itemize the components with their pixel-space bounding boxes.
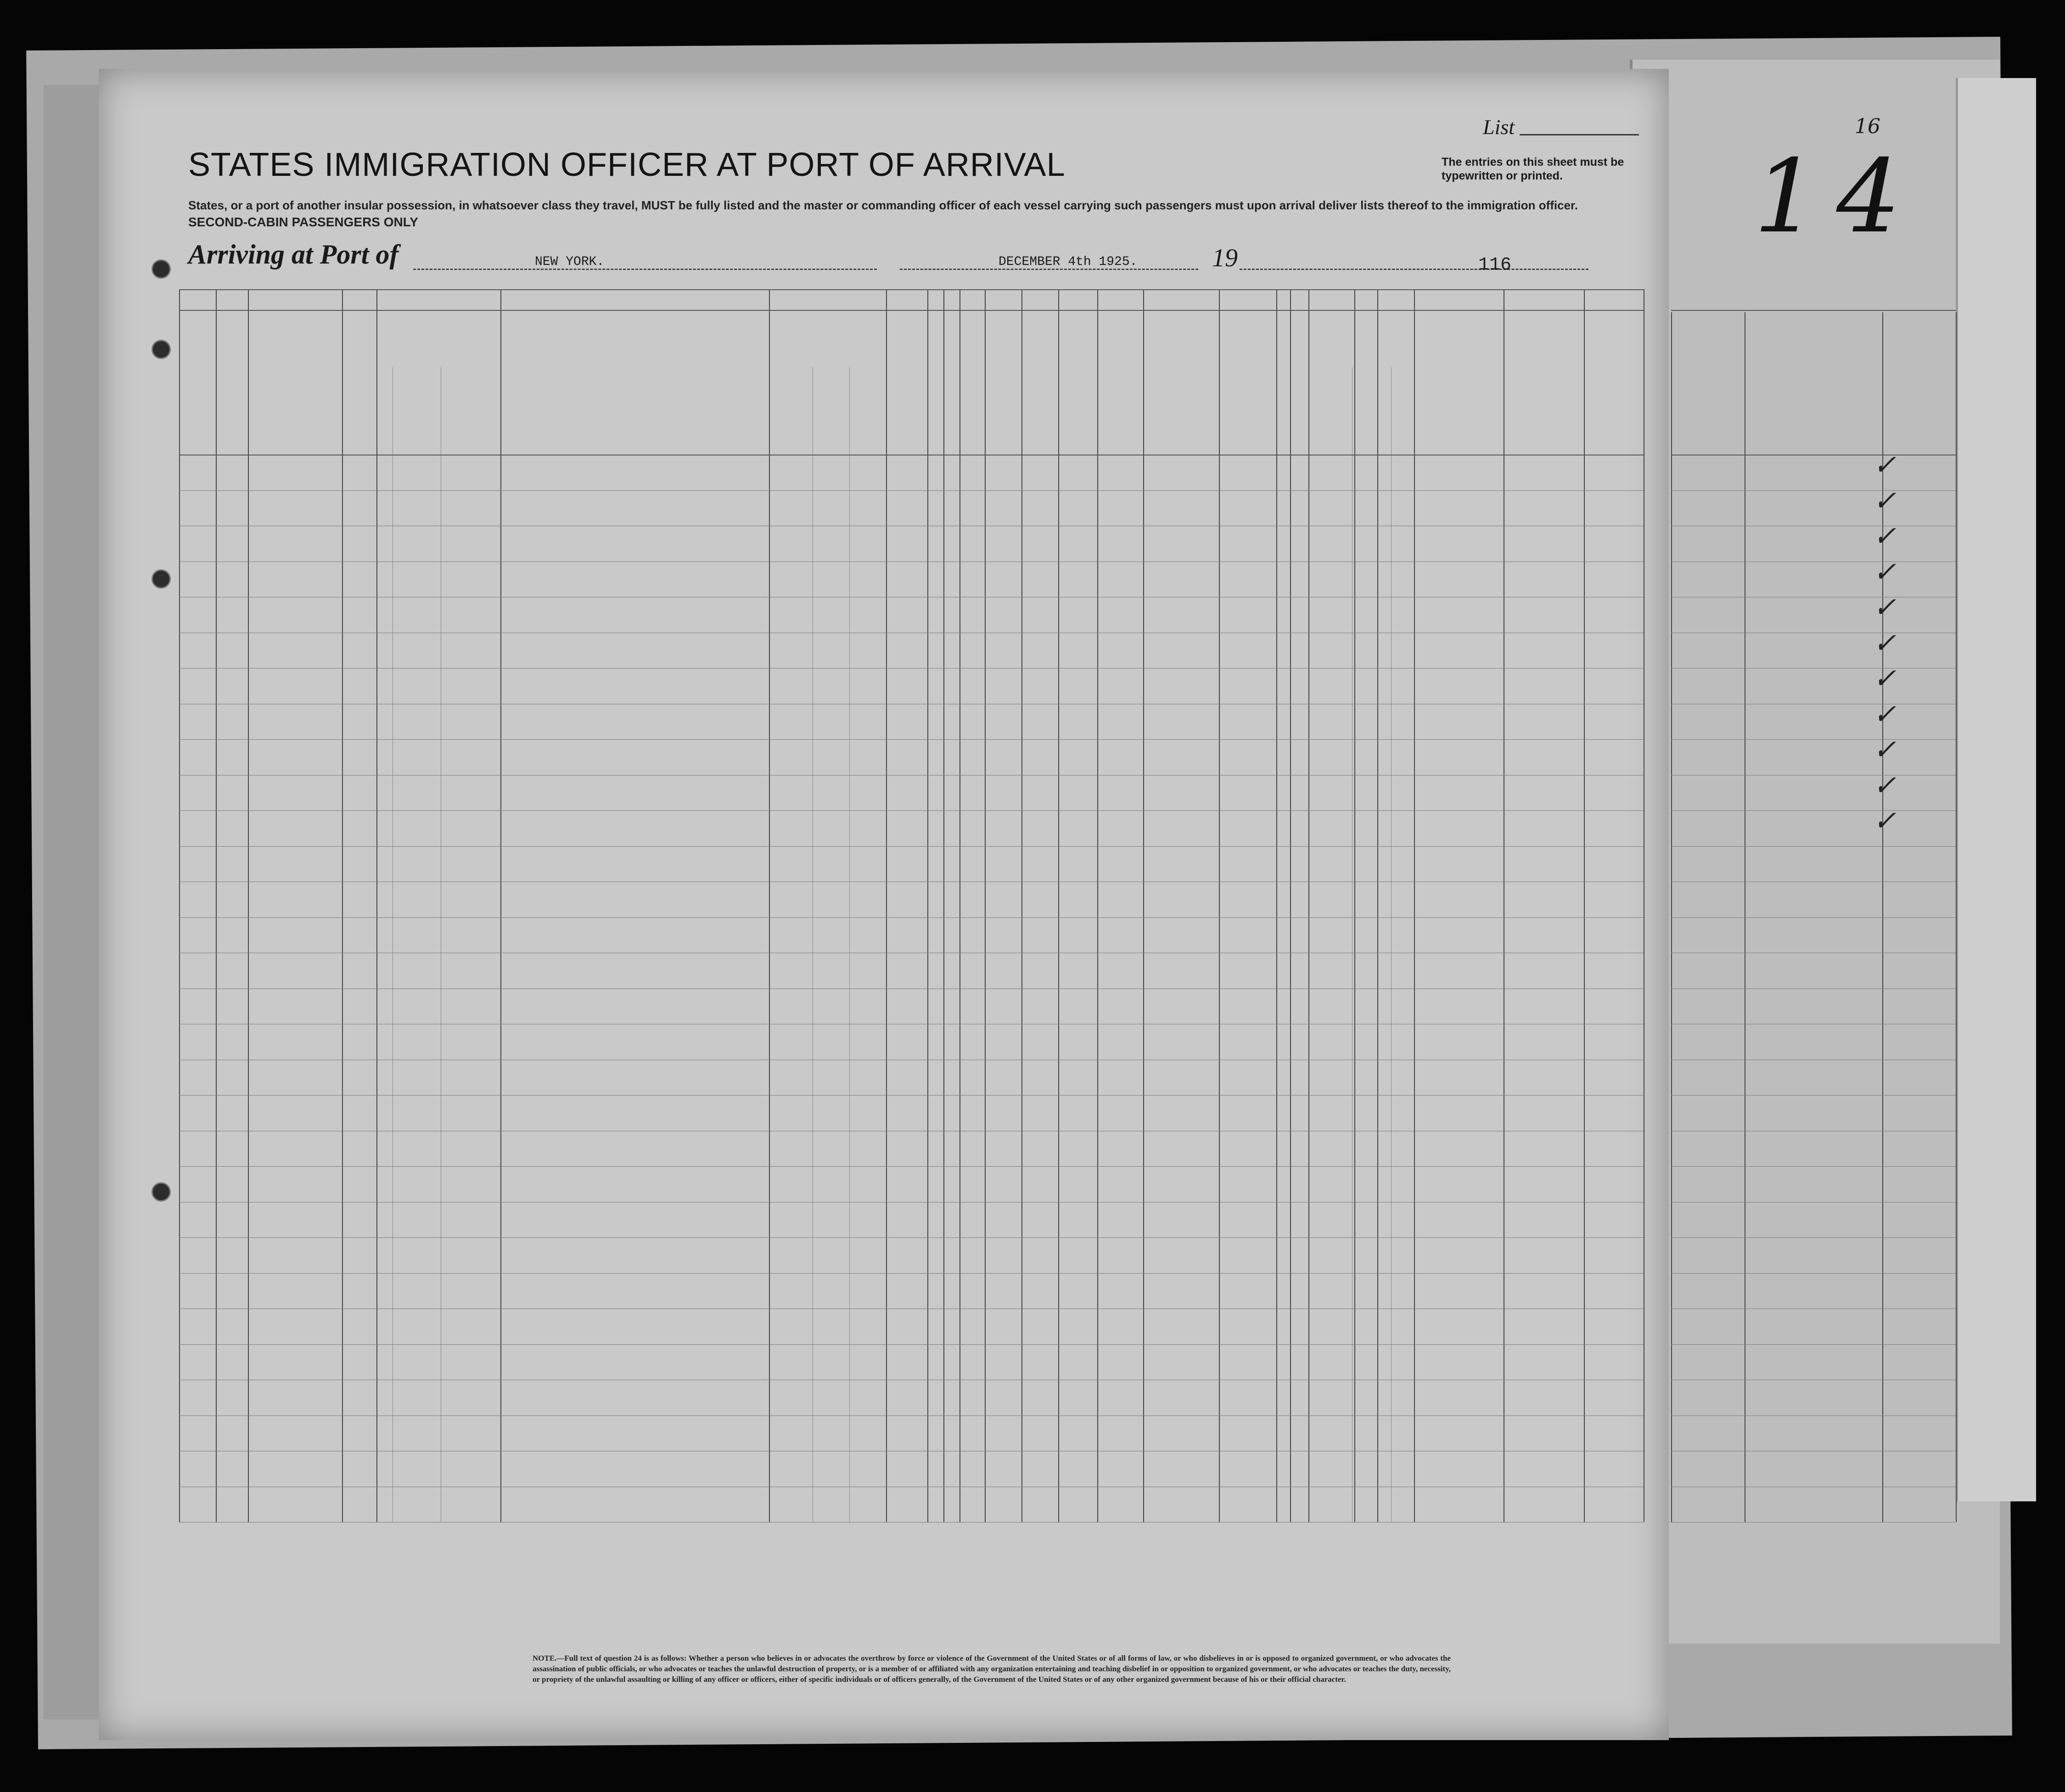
- table-row-rule: [179, 1166, 1644, 1167]
- visa-check-mark: ✓: [1873, 449, 1897, 482]
- arriving-label: Arriving at Port of: [188, 239, 399, 270]
- footnote: NOTE.—Full text of question 24 is as follows: Whether a person who believes in or advocates the overthrow by force or violence of the Government of the United States or of all forms of law, or who disbelieves in or is opposed to organized government, or who advocates the assassination of public officials, or who advocates or teaches the unlawful destruction of property, or is a member of or affiliated with any organization entertaining and teaching disbelief in or opposition to organized government, or who advocates or teaches the duty, necessity, or propriety of the unlawful assaulting or killing of any officer or officers, either of specific individuals or of officers generally, of the Government of the United States or of any other organized government because of his or their official character.: [533, 1654, 1451, 1684]
- number-rule: [1240, 269, 1588, 270]
- date-value: DECEMBER 4th 1925.: [999, 255, 1138, 269]
- table-column-rule: [248, 289, 249, 1522]
- table-column-rule: [376, 289, 377, 1522]
- visa-check-mark: ✓: [1873, 805, 1897, 837]
- table-column-rule: [1308, 289, 1309, 1522]
- punch-hole: [152, 569, 171, 589]
- table-top-rule: [179, 289, 1644, 290]
- back-sheet-far-right: [1956, 78, 2036, 1501]
- visa-check-mark: ✓: [1873, 556, 1897, 588]
- visa-check-mark: ✓: [1873, 484, 1897, 517]
- table-row-rule: [179, 846, 1644, 847]
- colnum-rule: [179, 310, 1644, 311]
- table-column-rule: [1414, 289, 1415, 1522]
- table-row-rule: [179, 810, 1644, 811]
- punch-hole: [152, 340, 171, 359]
- table-column-rule: [1377, 289, 1378, 1522]
- visa-row-rule: [1671, 917, 1956, 918]
- table-column-rule: [1290, 289, 1291, 1522]
- table-column-rule: [1276, 289, 1277, 1522]
- handwritten-small-number: 16: [1855, 115, 1880, 138]
- visa-row-rule: [1671, 1237, 1956, 1238]
- table-row-rule: [179, 739, 1644, 740]
- table-row-rule: [179, 1344, 1644, 1345]
- table-column-rule: [927, 289, 928, 1522]
- table-column-rule: [500, 289, 501, 1522]
- table-column-rule: [985, 289, 986, 1522]
- visa-check-mark: ✓: [1873, 698, 1897, 730]
- visa-check-mark: ✓: [1873, 734, 1897, 766]
- visa-row-rule: [1671, 1166, 1956, 1167]
- handwritten-sheet-number: 14: [1754, 138, 1919, 255]
- table-subcolumn-rule: [849, 367, 850, 1522]
- table-column-rule: [1143, 289, 1144, 1522]
- back-sheet-right: [1630, 60, 2000, 1644]
- manifest-sheet: [99, 69, 1669, 1740]
- table-column-rule: [1219, 289, 1220, 1522]
- table-column-rule: [886, 289, 887, 1522]
- punch-hole: [152, 1182, 171, 1202]
- visa-row-rule: [1671, 1273, 1956, 1274]
- table-column-rule: [769, 289, 770, 1522]
- table-column-rule: [943, 289, 944, 1522]
- list-label: List: [1483, 115, 1515, 139]
- visa-row-rule: [1671, 739, 1956, 740]
- page-number: 116: [1478, 255, 1512, 275]
- form-instruction: States, or a port of another insular possession, in whatsoever class they travel, MUST be fully listed and the master or commanding officer of each vessel carrying such passengers must upon arrival deliver lists thereof to the immigration officer.: [188, 198, 1578, 212]
- table-row-rule: [179, 490, 1644, 491]
- visa-check-mark: ✓: [1873, 769, 1897, 802]
- table-column-rule: [216, 289, 217, 1522]
- visa-row-rule: [1671, 1344, 1956, 1345]
- punch-hole: [152, 259, 171, 279]
- table-column-rule: [342, 289, 343, 1522]
- visa-column-rule: [1956, 312, 1957, 1522]
- visa-row-rule: [1671, 490, 1956, 491]
- entries-note: The entries on this sheet must be typewritten or printed.: [1442, 156, 1624, 182]
- table-column-rule: [1097, 289, 1098, 1522]
- table-column-rule: [1354, 289, 1355, 1522]
- port-rule: [413, 269, 877, 270]
- table-row-rule: [179, 1273, 1644, 1274]
- table-column-rule: [1058, 289, 1059, 1522]
- visa-check-mark: ✓: [1873, 591, 1897, 624]
- page-edge-strip: [44, 85, 100, 1719]
- table-column-rule: [179, 289, 180, 1522]
- form-class-label: SECOND-CABIN PASSENGERS ONLY: [188, 215, 418, 229]
- table-column-rule: [1584, 289, 1585, 1522]
- visa-check-mark: ✓: [1873, 627, 1897, 659]
- form-title: STATES IMMIGRATION OFFICER AT PORT OF ARRIVAL: [188, 146, 1066, 183]
- visa-check-mark: ✓: [1873, 520, 1897, 553]
- table-row-rule: [179, 1237, 1644, 1238]
- year-prefix: 19: [1212, 244, 1238, 272]
- visa-check-mark: ✓: [1873, 663, 1897, 695]
- table-column-rule: [1021, 289, 1022, 1522]
- visa-row-rule: [1671, 810, 1956, 811]
- table-row-rule: [179, 917, 1644, 918]
- list-blank: [1520, 134, 1639, 135]
- visa-row-rule: [1671, 846, 1956, 847]
- port-value: NEW YORK.: [535, 255, 605, 269]
- visa-top-rule: [1671, 310, 1956, 311]
- table-subcolumn-rule: [1391, 367, 1392, 1522]
